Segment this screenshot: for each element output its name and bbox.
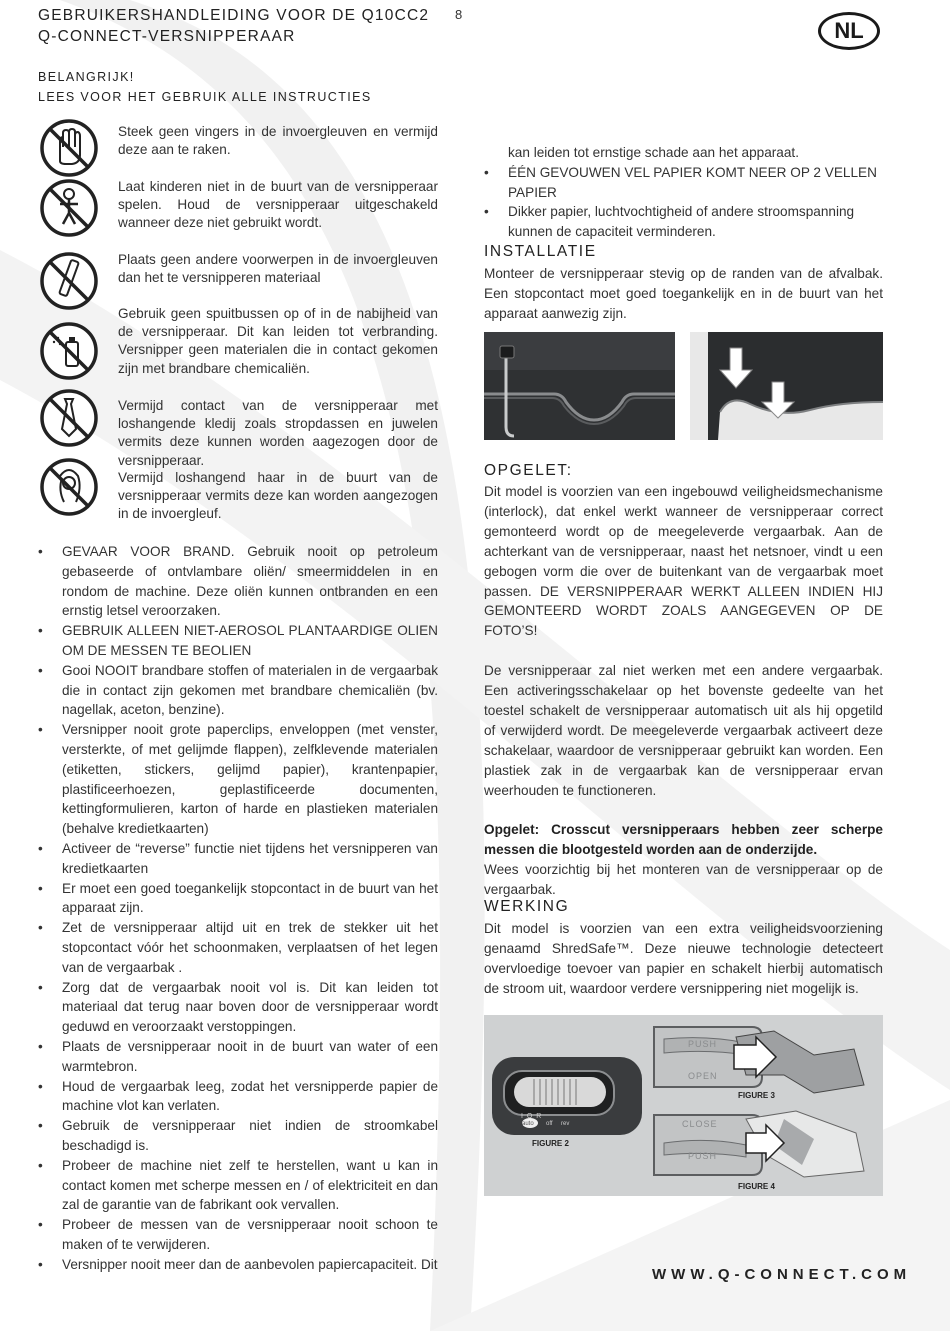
switch-label-rev: rev (561, 1121, 570, 1127)
section-heading-installatie: INSTALLATIE (484, 243, 597, 260)
crosscut-warning-text: Wees voorzichtig bij het monteren van de versnipperaar op de vergaarbak. (484, 862, 883, 898)
opgelet-text (484, 482, 883, 900)
installatie-text: Monteer de versnipperaar stevig op de randen van de afvalbak. Een stopcontact moet goed toegankelijk en in de buurt van het apparaat aanwezig zijn. (484, 266, 883, 321)
list-item: • GEBRUIK ALLEEN NIET-AEROSOL PLANTAARDIGE OLIEN OM DE MESSEN TE BEOLIEN (38, 621, 438, 661)
switch-marks: I O R (521, 1113, 543, 1120)
warning-objects: Plaats geen andere voorwerpen in de invoergleuven dan het te versnipperen materiaal (118, 252, 438, 286)
figures-panel (484, 1015, 883, 1196)
list-item: • GEVAAR VOOR BRAND. Gebruik nooit op petroleum gebaseerde of ontvlambare oliën/ smeermiddelen in en rondom de machine. Deze oliën kunnen ontbranden en een ernstig letsel veroorzaken. (38, 542, 438, 621)
document-title (38, 5, 429, 47)
figure-2-label: FIGURE 2 (532, 1139, 569, 1148)
figures-illustration (484, 1015, 883, 1196)
list-item: • Probeer de messen van de versnipperaar nooit schoon te maken of te verwijderen. (38, 1215, 438, 1255)
no-objects-icon (38, 250, 100, 312)
crosscut-warning-bold: Opgelet: Crosscut versnipperaars hebben zeer scherpe messen die blootgesteld worden aan de onderzijde. (484, 822, 883, 858)
figure-4-label: FIGURE 4 (738, 1182, 775, 1191)
installation-photo-right (690, 332, 883, 440)
footer-url: WWW.Q-CONNECT.COM (652, 1266, 912, 1283)
capacity-notes (484, 143, 884, 242)
list-item: • Zorg dat de vergaarbak nooit vol is. Dit kan leiden tot materiaal dat terug naar boven door de versnipperaar wordt geduwd en veroorzaakt verstoppingen. (38, 978, 438, 1037)
important-notice (38, 67, 372, 107)
list-item: • Gooi NOOIT brandbare stoffen of materialen in de vergaarbak die in contact zijn gekomen met brandbare chemicaliën (bv. nagellak, aceton, benzine). (38, 661, 438, 720)
close-label: CLOSE (682, 1119, 718, 1129)
important-line1: BELANGRIJK! (38, 70, 135, 84)
list-item: • Er moet een goed toegankelijk stopcontact in de buurt van het apparaat zijn. (38, 879, 438, 919)
list-item: • Activeer de “reverse” functie niet tijdens het versnipperen van kredietkaarten (38, 839, 438, 879)
opgelet-paragraph-switch: De versnipperaar zal niet werken met een andere vergaarbak. Een activeringsschakelaar op het bovenste gedeelte van het toestel schakelt de versnipperaar automatisch uit als hij opgetild of verwijderd wordt. De meegeleverde vergaarbak activeert deze schakelaar, waardoor de versnipperaar gebruikt kan worden. Een plastiek zak in de vergaarbak kan de versnipperaar ervan weerhouden te functioneren. (484, 663, 883, 798)
list-item: • Houd de vergaarbak leeg, zodat het versnipperde papier de machine vlot kan verlaten. (38, 1077, 438, 1117)
no-spray-icon (38, 320, 100, 382)
section-heading-opgelet: OPGELET: (484, 462, 573, 479)
warning-tie: Vermijd contact van de versnipperaar met loshangende kledij zoals stropdassen en juwelen vermits deze kunnen worden aagezogen door de versnipperaar. (118, 398, 438, 468)
figure-3-label: FIGURE 3 (738, 1091, 775, 1100)
safety-bullet-list (38, 542, 438, 1274)
list-item: • Gebruik de versnipperaar niet indien de stroomkabel beschadigd is. (38, 1116, 438, 1156)
warning-fingers: Steek geen vingers in de invoergleuven en vermijd deze aan te raken. (118, 124, 438, 158)
page-number: 8 (455, 7, 463, 22)
push-label-fig3: PUSH (688, 1039, 718, 1049)
switch-label-off: off (546, 1121, 553, 1127)
list-item: • Versnipper nooit meer dan de aanbevolen papiercapaciteit. Dit (38, 1255, 438, 1275)
no-tie-icon (38, 387, 100, 449)
warning-children: Laat kinderen niet in de buurt van de versnipperaar spelen. Houd de versnipperaar uitgeschakeld wanneer deze niet gebruikt wordt. (118, 179, 438, 231)
opgelet-paragraph-interlock: Dit model is voorzien van een ingebouwd veiligheidsmechanisme (interlock), dat enkel werkt wanneer de versnipperaar correct gemonteerd wordt op de meegeleverde vergaarbak. Aan de achterkant van de versnipperaar, naast het netsnoer, vindt u een gebogen vorm die over de buitenkant van de vergaarbak moet passen. DE VERSNIPPERAAR WERKT ALLEEN INDIEN HIJ GEMONTEERD WORDT ZOALS AANGEGEVEN OP DE FOTO’S! (484, 484, 883, 639)
no-fingers-icon (38, 117, 100, 179)
language-badge: NL (818, 12, 880, 50)
important-line2: LEES VOOR HET GEBRUIK ALLE INSTRUCTIES (38, 90, 372, 104)
switch-label-auto: auto (522, 1121, 534, 1127)
list-item: • Probeer de machine niet zelf te herstellen, want u kan in contact komen met scherpe messen en / of elektriciteit en dan zal de garantie van de fabrikant ook vervallen. (38, 1156, 438, 1215)
document-title-line2: Q-CONNECT-VERSNIPPERAAR (38, 28, 296, 45)
warning-long-hair: Vermijd loshangend haar in de buurt van de versnipperaar vermits deze kan worden aangezogen in de invoergleuf. (118, 470, 438, 522)
no-children-icon (38, 177, 100, 239)
list-item: • ÉÉN GEVOUWEN VEL PAPIER KOMT NEER OP 2 VELLEN PAPIER (484, 163, 884, 203)
werking-text: Dit model is voorzien van een extra veiligheidsvoorziening genaamd ShredSafe™. Deze nieuwe technologie detecteert overvloedige toevoer van papier en schakelt hierbij automatisch de stroom uit, waardoor verdere versnippering niet mogelijk is. (484, 921, 883, 996)
no-long-hair-icon (38, 456, 100, 518)
section-heading-werking: WERKING (484, 898, 570, 915)
push-label-fig4: PUSH (688, 1151, 718, 1161)
list-item: • Dikker papier, luchtvochtigheid of andere stroomspanning kunnen de capaciteit verminderen. (484, 202, 884, 242)
installation-photo-left (484, 332, 675, 440)
list-item: • Versnipper nooit grote paperclips, enveloppen (met venster, versterkte, of met gelijmde flappen), zelfklevende materialen (etiketten, stickers, gelijmd papier), krantenpapier, plastificeerhoezen, geplastificeerde documenten, kettingformulieren, karton of harde en plastieken materialen (behalve kredietkaarten) (38, 720, 438, 839)
open-label: OPEN (688, 1071, 718, 1081)
list-item: • Zet de versnipperaar altijd uit en trek de stekker uit het stopcontact vóór het schoonmaken, verplaatsen of het legen van de vergaarbak . (38, 918, 438, 977)
warning-spray: Gebruik geen spuitbussen op of in de nabijheid van de versnipperaar. Dit kan leiden tot verbranding. Versnipper geen materialen die in contact gekomen zijn met brandbare chemicaliën. (118, 306, 438, 376)
list-item: • Plaats de versnipperaar nooit in de buurt van water of een warmtebron. (38, 1037, 438, 1077)
list-item-continuation: kan leiden tot ernstige schade aan het apparaat. (508, 145, 799, 160)
document-title-line1: GEBRUIKERSHANDLEIDING VOOR DE Q10CC2 (38, 7, 430, 24)
